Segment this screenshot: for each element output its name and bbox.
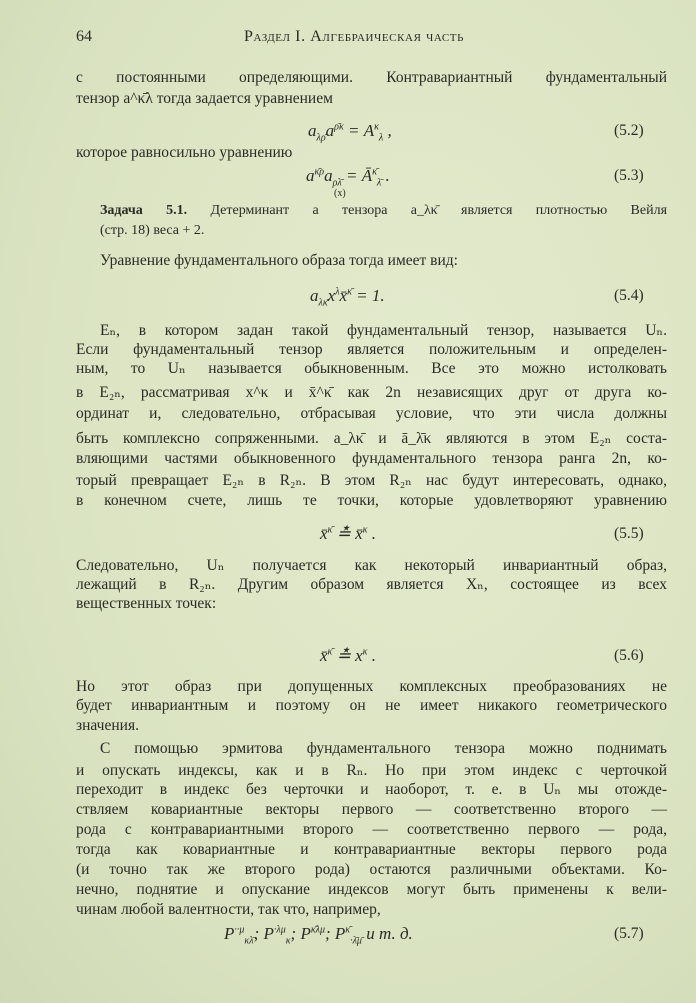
footnote-marker: (x) (334, 188, 346, 199)
superscript-index: ρ̄κ (334, 121, 344, 133)
text-line: с постоянными определяющими. Контравариантный фундаментальный (76, 69, 667, 86)
math-symbol: a (308, 121, 317, 140)
equation-5-7 (224, 924, 413, 947)
math-symbol: . (381, 166, 390, 185)
subscript-index: λκ̄ (318, 297, 328, 309)
subscript-index: κλ̄ (244, 935, 254, 947)
superscript-index: κ̄ (345, 924, 351, 936)
text-line: С помощью эрмитова фундаментального тензора можно поднимать (100, 740, 667, 757)
equation-5-4 (310, 286, 385, 309)
task-text: Детерминант a тензора a_λκ̄ является плотностью Вейля (210, 203, 668, 218)
math-symbol: P (224, 924, 235, 943)
math-symbol: a (324, 166, 333, 185)
equation-label: (5.2) (614, 122, 644, 139)
text-line: в E₂ₙ, рассматривая x^κ и x̄^κ̄ как 2n независящих друг от друга ко- (76, 384, 667, 401)
superscript-index: κ (362, 646, 368, 658)
subscript-index: ·λ̄μ̄ (350, 935, 362, 947)
equation-5-3 (306, 166, 390, 189)
math-symbol: = Ā (341, 166, 373, 185)
text-line: лежащий в R₂ₙ. Другим образом является Xₙ, состоящее из всех (76, 576, 667, 593)
math-symbol: . (367, 524, 376, 543)
text-line: которое равносильно уравнению (76, 144, 293, 161)
text-line: вляющими частями обыкновенного фундаментального тензора ранга 2n, ко- (76, 450, 667, 467)
equation-5-6 (320, 647, 376, 665)
task-label: Задача 5.1. (100, 203, 188, 218)
text-line: ным, то Uₙ называется обыкновенным. Все это можно истолковать (76, 360, 667, 377)
text-line: вещественных точек: (76, 595, 217, 612)
math-symbol: x̄ (339, 286, 348, 305)
superscript-index: κ (362, 524, 368, 536)
page-number: 64 (76, 28, 92, 45)
math-symbol: ; P (253, 924, 274, 943)
math-symbol: . (367, 646, 376, 665)
subscript-index: λρ̄ (316, 132, 326, 144)
text-line: Следовательно, Uₙ получается как некоторый инвариантный образ, (76, 557, 667, 574)
subscript-index: λ̄ (376, 177, 382, 189)
math-symbol: ; P (324, 924, 346, 943)
math-symbol: = 1. (351, 286, 385, 305)
equation-label: (5.5) (614, 525, 644, 542)
text-line: переходит в индекс без черточки и наоборот, т. е. в Uₙ мы отожде- (76, 781, 667, 798)
math-symbol: x̄ (320, 524, 328, 543)
math-symbol: a (306, 166, 315, 185)
text-line: тогда как ковариантные и контравариантные векторы первого рода (76, 841, 667, 858)
text-line: ординат и, следовательно, отбрасывая условие, что эти числа должны (76, 405, 667, 422)
text-line: торый превращает E₂ₙ в R₂ₙ. В этом R₂ₙ нас будут интересовать, однако, (76, 472, 667, 489)
text-line: Eₙ, в котором задан такой фундаментальный тензор, называется Uₙ. (100, 322, 667, 339)
subscript-index: κ (285, 935, 291, 947)
running-header: Раздел I. Алгебраическая часть (244, 28, 465, 45)
text-line: Если фундаментальный тензор является положительным и определен- (76, 341, 667, 358)
equation-5-2 (308, 121, 392, 144)
task-line (100, 202, 667, 219)
superscript-index: ·λμ (273, 924, 286, 936)
math-symbol: = A (343, 121, 375, 140)
math-symbol: , (383, 121, 392, 140)
equation-label: (5.6) (614, 647, 644, 664)
equation-5-5 (320, 525, 376, 543)
text-line: Уравнение фундаментального образа тогда имеет вид: (100, 252, 458, 269)
text-line: нечно, поднятие и опускание индексов могут быть применены к вели- (76, 881, 667, 898)
text-line: тензор a^κ̄λ тогда задается уравнением (76, 90, 333, 107)
math-symbol: x̄ (355, 524, 363, 543)
text-line: значения. (76, 717, 139, 734)
math-symbol: a (310, 286, 319, 305)
equation-label: (5.4) (614, 287, 644, 304)
text-line: в конечном счете, лишь те точки, которые удовлетворяют уравнению (76, 492, 667, 509)
math-symbol: ; P (290, 924, 311, 943)
superscript-index: κ̄ (372, 166, 377, 178)
equation-label: (5.3) (614, 167, 644, 184)
equation-label: (5.7) (614, 925, 644, 942)
superscript-index: κ̄ (347, 286, 352, 298)
text-line: (и точно так же второго рода) остаются различными объектами. Ко- (76, 861, 667, 878)
task-line: (стр. 18) веса + 2. (100, 223, 205, 238)
math-symbol: x̄ (320, 646, 328, 665)
superscript-index: λ (335, 286, 340, 298)
math-symbol: и т. д. (361, 924, 413, 943)
superscript-index: κ̄ (327, 524, 333, 536)
math-symbol: x (327, 286, 336, 305)
superscript-index: κ̄ (327, 646, 333, 658)
math-symbol: ≛ (332, 646, 356, 665)
text-line: рода с контравариантными второго — соответственно первого — рода, (76, 821, 667, 838)
superscript-index: κ̄λμ (310, 924, 325, 936)
text-line: будет инвариантным и поэтому он не имеет никакого геометрического (76, 697, 667, 714)
math-symbol: x (355, 646, 363, 665)
superscript-index: κ (374, 121, 379, 133)
subscript-index: ρλ̄ (332, 177, 342, 189)
superscript-index: κ̄ρ (314, 166, 325, 178)
math-symbol: a (325, 121, 335, 140)
text-line: ствляем ковариантные векторы первого — соответственно второго — (76, 801, 667, 818)
superscript-index: ··μ (234, 924, 245, 936)
text-line: чинам любой валентности, так что, например, (76, 901, 381, 918)
subscript-index: λ (378, 132, 384, 144)
text-line: быть комплексно сопряженными. a_λκ̄ и ā_λ̄κ являются в этом E₂ₙ соста- (76, 430, 667, 447)
text-line: и опускать индексы, как и в Rₙ. Но при этом индекс с черточкой (76, 762, 667, 779)
math-symbol: ≛ (332, 524, 356, 543)
text-line: Но этот образ при допущенных комплексных преобразованиях не (76, 678, 667, 695)
